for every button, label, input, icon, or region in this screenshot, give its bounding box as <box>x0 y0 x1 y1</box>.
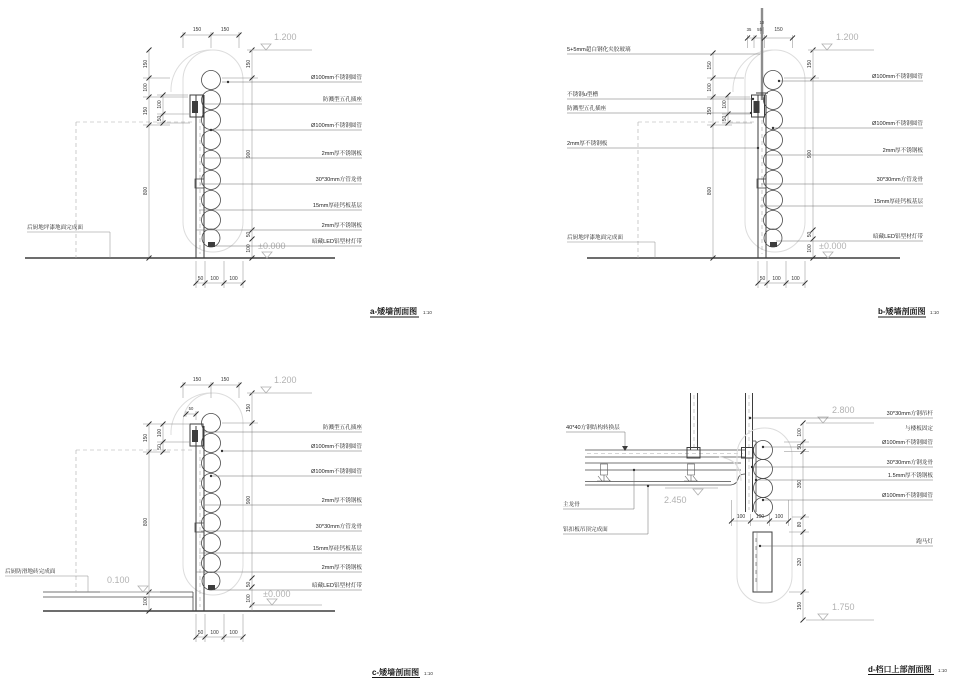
material-label: 铝扣板吊顶完成面 <box>563 527 608 533</box>
material-label: 2mm厚不锈钢板 <box>321 498 362 504</box>
dim-text: 150 <box>246 403 252 413</box>
dim-text: 100 <box>722 100 728 109</box>
dim-text: 55 <box>757 27 762 32</box>
material-label: Ø100mm不锈钢圆管 <box>882 440 933 446</box>
dim-text: 800 <box>707 186 713 196</box>
dim-text: 800 <box>143 517 149 527</box>
material-label: 主龙骨 <box>563 502 580 508</box>
dim-text: 320 <box>797 557 803 567</box>
dim-text: 50 <box>759 276 766 282</box>
material-label: 30*30mm方管龙骨 <box>315 524 362 530</box>
dim-text: 50 <box>157 115 163 122</box>
elevation-text: 1.200 <box>274 32 297 42</box>
floor-finish-label: 后厨地坪漆地面完成面 <box>567 235 623 241</box>
view-title: a-矮墙剖面图 <box>370 307 418 316</box>
dim-text: 100 <box>772 276 781 282</box>
panel-a-title <box>370 306 432 317</box>
dim-text: 50 <box>797 443 803 450</box>
dim-text: 50 <box>197 276 204 282</box>
material-label: 5+5mm超白钢化夹胶玻璃 <box>567 47 631 53</box>
dim-text: 50 <box>246 231 252 238</box>
dim-text: 100 <box>246 244 252 253</box>
panel-a-callouts <box>27 73 362 246</box>
dim-text: 50 <box>722 115 728 122</box>
panel-c-title <box>372 667 433 678</box>
panel-c-linework <box>5 393 335 611</box>
view-scale: 1:10 <box>423 310 432 315</box>
material-label: Ø100mm不锈钢圆管 <box>872 74 923 80</box>
dim-text: 50 <box>197 630 204 636</box>
material-label: 1.5mm厚不锈钢板 <box>887 473 933 479</box>
dim-text: 100 <box>707 83 713 92</box>
dim-text: 900 <box>246 149 252 159</box>
material-label: 2mm厚不锈钢板 <box>321 565 362 571</box>
ceiling-hanger <box>597 464 611 481</box>
panel-a-wall-section <box>25 27 432 317</box>
panel-d-title <box>868 664 947 675</box>
elevation-text: 1.750 <box>832 602 855 612</box>
panel-c-elevation-markers <box>100 375 322 605</box>
dim-text: 100 <box>797 428 803 437</box>
dim-text: 150 <box>220 27 230 33</box>
elevation-text: ±0.000 <box>258 241 286 251</box>
material-label: 40*40方钢结构转换层 <box>566 425 620 431</box>
dim-text: 100 <box>791 276 800 282</box>
elevation-text: ±0.000 <box>263 589 291 599</box>
material-label: 暗藏LED铝型材灯带 <box>311 239 362 245</box>
dim-text: 50 <box>246 581 252 588</box>
material-label: Ø100mm不锈钢圆管 <box>882 493 933 499</box>
dim-text: 350 <box>797 479 803 489</box>
dim-text: 100 <box>210 276 219 282</box>
dim-text: 100 <box>246 594 252 603</box>
panel-b-wall-section <box>567 8 939 317</box>
panel-b-title <box>878 306 939 317</box>
dim-text: 800 <box>143 186 149 196</box>
material-label: Ø100mm不锈钢圆管 <box>311 75 362 81</box>
view-scale: 1:10 <box>424 671 433 676</box>
material-label: 30*30mm方管龙骨 <box>876 177 923 183</box>
material-label: Ø100mm不锈钢圆管 <box>311 469 362 475</box>
dim-text: 150 <box>774 27 783 33</box>
elevation-text: 2.800 <box>832 405 855 415</box>
dim-text: 100 <box>210 630 219 636</box>
material-label: 与楼板固定 <box>905 426 933 432</box>
material-label: 15mm厚硅钙板基层 <box>873 199 923 205</box>
dim-text: 100 <box>774 514 784 520</box>
dim-text: 150 <box>192 27 202 33</box>
material-label: 防溅型五孔插座 <box>322 425 362 431</box>
material-label: 跑马灯 <box>916 539 933 545</box>
dim-text: 100 <box>143 597 149 606</box>
panel-c-wall-section <box>5 375 433 678</box>
material-label: 不锈钢u型槽 <box>567 92 599 98</box>
dim-text: 150 <box>246 59 252 69</box>
dim-text: 150 <box>807 59 813 69</box>
dim-text: 100 <box>736 514 746 520</box>
elevation-text: 0.100 <box>107 575 130 585</box>
elevation-text: 1.200 <box>836 32 859 42</box>
material-label: 2mm厚不锈钢板 <box>321 223 362 229</box>
dim-text: 100 <box>229 276 238 282</box>
panel-b-elevation-markers <box>808 32 874 258</box>
dim-text: 150 <box>797 601 803 611</box>
dim-text: 100 <box>229 630 238 636</box>
dim-text: 50 <box>157 444 163 450</box>
dim-text: 100 <box>143 83 149 92</box>
panel-d-callouts <box>563 409 933 547</box>
panel-b-linework <box>567 8 900 258</box>
material-label: 暗藏LED铝型材灯带 <box>872 234 923 240</box>
view-title: c-矮墙剖面图 <box>372 668 420 677</box>
material-label: 2mm厚不锈钢板 <box>321 151 362 157</box>
elevation-text: 2.450 <box>664 495 687 505</box>
dim-text: 900 <box>246 495 252 505</box>
material-label: 30*30mm方钢龙骨 <box>886 460 933 466</box>
material-label: Ø100mm不锈钢圆管 <box>311 444 362 450</box>
panel-d-elevation-markers <box>664 405 874 620</box>
dim-text: 100 <box>157 100 163 109</box>
dim-text: 150 <box>143 59 149 69</box>
dim-text: 10 <box>759 20 765 25</box>
material-label: 30*30mm方管龙骨 <box>315 177 362 183</box>
dim-text: 150 <box>707 61 713 70</box>
panel-a-elevation-markers <box>247 32 312 258</box>
material-label: 15mm厚硅钙板基层 <box>312 203 362 209</box>
material-label: 防溅型五孔插座 <box>322 97 362 103</box>
dim-text: 50 <box>188 406 194 411</box>
dim-text: 100 <box>807 244 813 253</box>
dim-text: 35 <box>746 27 752 32</box>
material-label: 30*30mm方钢吊杆 <box>886 411 933 417</box>
view-title: b-矮墙剖面图 <box>878 307 926 316</box>
material-label: 15mm厚硅钙板基层 <box>312 546 362 552</box>
floor-finish-label: 后厨防滑地砖完成面 <box>5 569 56 575</box>
material-label: 暗藏LED铝型材灯带 <box>311 583 362 589</box>
dim-text: 150 <box>143 106 149 116</box>
ceiling-hanger <box>684 464 698 481</box>
elevation-text: ±0.000 <box>819 241 847 251</box>
dim-text: 150 <box>192 377 202 383</box>
dim-text: 100 <box>157 428 163 438</box>
material-label: 防溅型五孔插座 <box>567 106 607 112</box>
material-label: 2mm厚不锈钢板 <box>567 141 608 147</box>
dim-text: 150 <box>707 106 713 116</box>
dim-text: 100 <box>755 514 765 520</box>
material-label: Ø100mm不锈钢圆管 <box>311 123 362 129</box>
dim-text: 80 <box>797 521 803 528</box>
dim-text: 150 <box>220 377 230 383</box>
dim-text: 150 <box>143 433 149 443</box>
material-label: Ø100mm不锈钢圆管 <box>872 121 923 127</box>
dim-text: 50 <box>807 231 813 238</box>
panel-c-callouts <box>5 423 362 590</box>
material-label: 2mm厚不锈钢板 <box>882 148 923 154</box>
dim-text: 900 <box>807 149 813 159</box>
panel-c-dimensions <box>143 377 258 642</box>
view-title: d-档口上部剖面图 <box>868 665 932 674</box>
panel-d-counter-section <box>563 393 947 675</box>
elevation-text: 1.200 <box>274 375 297 385</box>
floor-finish-label: 后厨地坪漆地面完成面 <box>27 225 83 231</box>
view-scale: 1:10 <box>930 310 939 315</box>
view-scale: 1:10 <box>938 668 947 673</box>
